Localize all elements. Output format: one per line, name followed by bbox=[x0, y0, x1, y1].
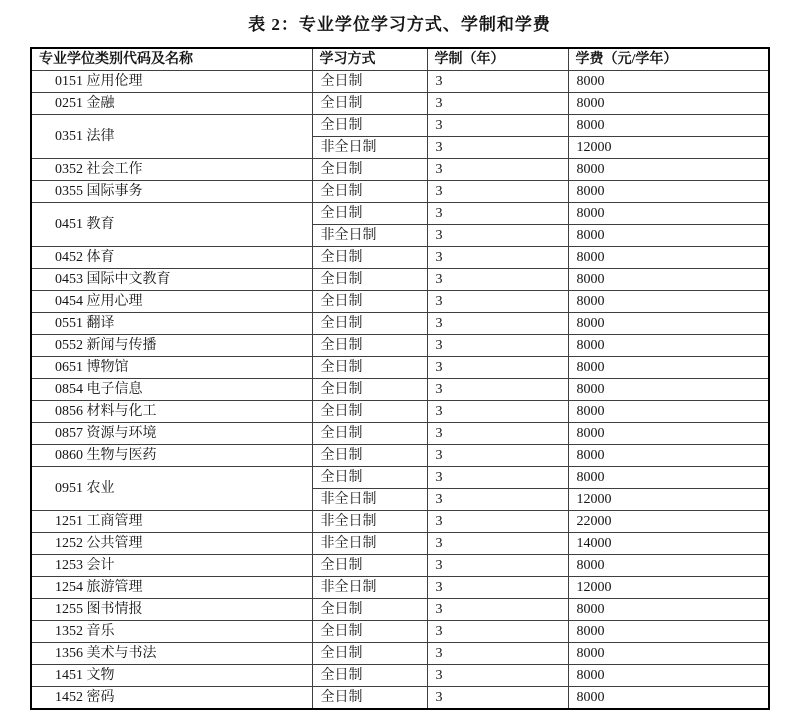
table-row bbox=[31, 687, 769, 710]
study-mode-cell: 全日制 bbox=[312, 291, 427, 313]
duration-cell: 3 bbox=[427, 577, 568, 599]
fee-cell: 8000 bbox=[568, 599, 769, 621]
study-mode-cell: 全日制 bbox=[312, 379, 427, 401]
fee-cell: 14000 bbox=[568, 533, 769, 555]
study-mode-cell: 全日制 bbox=[312, 335, 427, 357]
table-row bbox=[31, 555, 769, 577]
fee-cell: 8000 bbox=[568, 225, 769, 247]
study-mode-cell: 全日制 bbox=[312, 115, 427, 137]
study-mode-cell: 全日制 bbox=[312, 423, 427, 445]
program-name-cell: 1352 音乐 bbox=[31, 621, 312, 643]
column-header: 学制（年） bbox=[427, 48, 568, 71]
program-name-cell: 0454 应用心理 bbox=[31, 291, 312, 313]
table-body bbox=[31, 71, 769, 710]
fee-cell: 8000 bbox=[568, 93, 769, 115]
duration-cell: 3 bbox=[427, 643, 568, 665]
program-name-cell: 0451 教育 bbox=[31, 203, 312, 247]
program-name-cell: 0951 农业 bbox=[31, 467, 312, 511]
duration-cell: 3 bbox=[427, 489, 568, 511]
duration-cell: 3 bbox=[427, 445, 568, 467]
table-row bbox=[31, 401, 769, 423]
duration-cell: 3 bbox=[427, 423, 568, 445]
fee-cell: 8000 bbox=[568, 71, 769, 93]
duration-cell: 3 bbox=[427, 159, 568, 181]
duration-cell: 3 bbox=[427, 225, 568, 247]
table-row bbox=[31, 203, 769, 225]
table-row bbox=[31, 335, 769, 357]
fee-cell: 8000 bbox=[568, 445, 769, 467]
study-mode-cell: 全日制 bbox=[312, 357, 427, 379]
column-header: 学习方式 bbox=[312, 48, 427, 71]
fee-cell: 8000 bbox=[568, 357, 769, 379]
fee-cell: 8000 bbox=[568, 335, 769, 357]
duration-cell: 3 bbox=[427, 313, 568, 335]
program-name-cell: 1451 文物 bbox=[31, 665, 312, 687]
study-mode-cell: 全日制 bbox=[312, 401, 427, 423]
study-mode-cell: 全日制 bbox=[312, 93, 427, 115]
study-mode-cell: 全日制 bbox=[312, 599, 427, 621]
table-row bbox=[31, 159, 769, 181]
fee-cell: 8000 bbox=[568, 467, 769, 489]
fee-cell: 8000 bbox=[568, 665, 769, 687]
table-row bbox=[31, 269, 769, 291]
study-mode-cell: 非全日制 bbox=[312, 137, 427, 159]
table-row bbox=[31, 577, 769, 599]
study-mode-cell: 全日制 bbox=[312, 467, 427, 489]
duration-cell: 3 bbox=[427, 269, 568, 291]
study-mode-cell: 全日制 bbox=[312, 269, 427, 291]
program-name-cell: 1251 工商管理 bbox=[31, 511, 312, 533]
fee-cell: 22000 bbox=[568, 511, 769, 533]
study-mode-cell: 非全日制 bbox=[312, 489, 427, 511]
table-row bbox=[31, 379, 769, 401]
program-name-cell: 0251 金融 bbox=[31, 93, 312, 115]
study-mode-cell: 全日制 bbox=[312, 643, 427, 665]
duration-cell: 3 bbox=[427, 555, 568, 577]
study-mode-cell: 全日制 bbox=[312, 247, 427, 269]
column-header: 专业学位类别代码及名称 bbox=[31, 48, 312, 71]
duration-cell: 3 bbox=[427, 181, 568, 203]
fee-cell: 8000 bbox=[568, 291, 769, 313]
table-row bbox=[31, 71, 769, 93]
table-row bbox=[31, 115, 769, 137]
study-mode-cell: 全日制 bbox=[312, 181, 427, 203]
duration-cell: 3 bbox=[427, 511, 568, 533]
duration-cell: 3 bbox=[427, 621, 568, 643]
table-row bbox=[31, 423, 769, 445]
duration-cell: 3 bbox=[427, 247, 568, 269]
duration-cell: 3 bbox=[427, 291, 568, 313]
program-name-cell: 0352 社会工作 bbox=[31, 159, 312, 181]
table-row bbox=[31, 599, 769, 621]
study-mode-cell: 非全日制 bbox=[312, 225, 427, 247]
duration-cell: 3 bbox=[427, 401, 568, 423]
duration-cell: 3 bbox=[427, 665, 568, 687]
duration-cell: 3 bbox=[427, 467, 568, 489]
fee-cell: 8000 bbox=[568, 423, 769, 445]
column-header: 学费（元/学年） bbox=[568, 48, 769, 71]
study-mode-cell: 全日制 bbox=[312, 555, 427, 577]
study-mode-cell: 非全日制 bbox=[312, 511, 427, 533]
program-name-cell: 0854 电子信息 bbox=[31, 379, 312, 401]
program-name-cell: 0453 国际中文教育 bbox=[31, 269, 312, 291]
study-mode-cell: 全日制 bbox=[312, 687, 427, 710]
fee-cell: 8000 bbox=[568, 159, 769, 181]
fee-cell: 8000 bbox=[568, 181, 769, 203]
fee-cell: 8000 bbox=[568, 555, 769, 577]
program-name-cell: 1253 会计 bbox=[31, 555, 312, 577]
program-name-cell: 0551 翻译 bbox=[31, 313, 312, 335]
fee-cell: 8000 bbox=[568, 621, 769, 643]
table-row bbox=[31, 357, 769, 379]
duration-cell: 3 bbox=[427, 599, 568, 621]
duration-cell: 3 bbox=[427, 137, 568, 159]
fee-cell: 8000 bbox=[568, 379, 769, 401]
program-name-cell: 0351 法律 bbox=[31, 115, 312, 159]
program-name-cell: 0856 材料与化工 bbox=[31, 401, 312, 423]
table-row bbox=[31, 643, 769, 665]
table-row bbox=[31, 445, 769, 467]
tuition-fee-table bbox=[30, 47, 770, 710]
program-name-cell: 0552 新闻与传播 bbox=[31, 335, 312, 357]
program-name-cell: 0355 国际事务 bbox=[31, 181, 312, 203]
study-mode-cell: 非全日制 bbox=[312, 533, 427, 555]
program-name-cell: 0857 资源与环境 bbox=[31, 423, 312, 445]
program-name-cell: 0651 博物馆 bbox=[31, 357, 312, 379]
study-mode-cell: 全日制 bbox=[312, 621, 427, 643]
study-mode-cell: 非全日制 bbox=[312, 577, 427, 599]
table-title: 表 2：专业学位学习方式、学制和学费 bbox=[248, 15, 551, 34]
duration-cell: 3 bbox=[427, 203, 568, 225]
table-row bbox=[31, 181, 769, 203]
fee-cell: 8000 bbox=[568, 313, 769, 335]
duration-cell: 3 bbox=[427, 379, 568, 401]
duration-cell: 3 bbox=[427, 93, 568, 115]
table-row bbox=[31, 313, 769, 335]
fee-cell: 8000 bbox=[568, 115, 769, 137]
fee-cell: 12000 bbox=[568, 137, 769, 159]
duration-cell: 3 bbox=[427, 115, 568, 137]
program-name-cell: 0452 体育 bbox=[31, 247, 312, 269]
study-mode-cell: 全日制 bbox=[312, 665, 427, 687]
table-row bbox=[31, 511, 769, 533]
fee-cell: 8000 bbox=[568, 247, 769, 269]
fee-cell: 12000 bbox=[568, 489, 769, 511]
table-row bbox=[31, 533, 769, 555]
study-mode-cell: 全日制 bbox=[312, 159, 427, 181]
table-row bbox=[31, 665, 769, 687]
header-row bbox=[31, 48, 769, 71]
program-name-cell: 0151 应用伦理 bbox=[31, 71, 312, 93]
duration-cell: 3 bbox=[427, 357, 568, 379]
program-name-cell: 1252 公共管理 bbox=[31, 533, 312, 555]
fee-cell: 8000 bbox=[568, 203, 769, 225]
duration-cell: 3 bbox=[427, 335, 568, 357]
fee-cell: 8000 bbox=[568, 643, 769, 665]
study-mode-cell: 全日制 bbox=[312, 445, 427, 467]
fee-cell: 12000 bbox=[568, 577, 769, 599]
fee-cell: 8000 bbox=[568, 401, 769, 423]
study-mode-cell: 全日制 bbox=[312, 313, 427, 335]
study-mode-cell: 全日制 bbox=[312, 71, 427, 93]
table-row bbox=[31, 467, 769, 489]
duration-cell: 3 bbox=[427, 71, 568, 93]
duration-cell: 3 bbox=[427, 533, 568, 555]
program-name-cell: 1356 美术与书法 bbox=[31, 643, 312, 665]
fee-cell: 8000 bbox=[568, 269, 769, 291]
table-row bbox=[31, 291, 769, 313]
program-name-cell: 1452 密码 bbox=[31, 687, 312, 710]
table-row bbox=[31, 621, 769, 643]
table-row bbox=[31, 247, 769, 269]
program-name-cell: 1255 图书情报 bbox=[31, 599, 312, 621]
table-row bbox=[31, 93, 769, 115]
study-mode-cell: 全日制 bbox=[312, 203, 427, 225]
program-name-cell: 1254 旅游管理 bbox=[31, 577, 312, 599]
fee-cell: 8000 bbox=[568, 687, 769, 710]
program-name-cell: 0860 生物与医药 bbox=[31, 445, 312, 467]
duration-cell: 3 bbox=[427, 687, 568, 710]
